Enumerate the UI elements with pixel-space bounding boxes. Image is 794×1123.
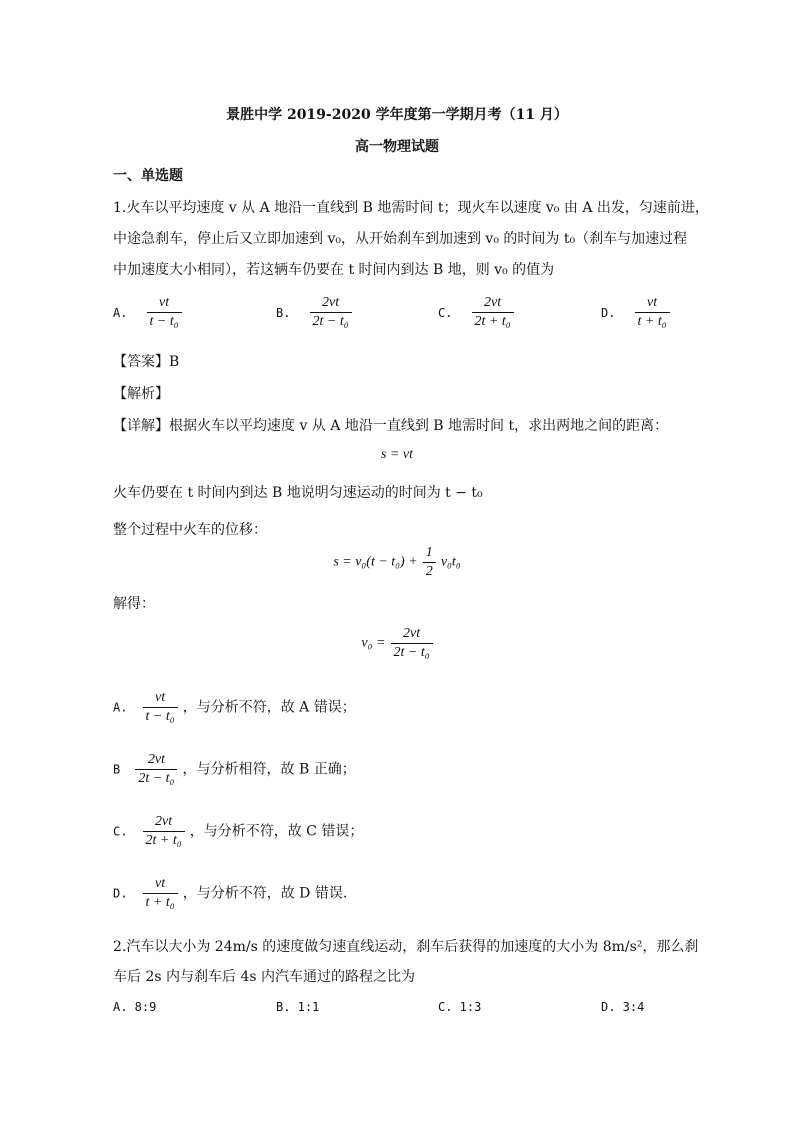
answer-line: 【答案】B <box>113 354 180 370</box>
option-d-fraction: $\frac{vt}{\text{t + t₀}}$ <box>635 295 670 330</box>
displacement-line: 整个过程中火车的位移： <box>113 522 267 538</box>
analysis-option-b: B $\frac{2vt}{\text{2t − t₀}}$ ，与分析相符，故 B 正确； <box>113 752 356 786</box>
q2-option-d: D. 3:4 <box>601 1000 645 1014</box>
q2-option-c: C. 1:3 <box>438 1000 482 1014</box>
option-b-fraction: $\frac{2vt}{\text{2t − t₀}}$ <box>310 295 352 330</box>
analysis-option-a: A. $\frac{vt}{\text{t − t₀}}$ ，与分析不符，故 A 错误； <box>113 690 356 724</box>
q1-option-b: B. $\frac{2vt}{\text{2t − t₀}}$ <box>276 295 352 330</box>
analysis-heading: 【解析】 <box>113 386 169 402</box>
equation-displacement: s = v₀(t − t₀) + $\frac{1}{2}$ v₀t₀ <box>333 545 461 579</box>
analysis-a-fraction: $\frac{vt}{\text{t − t₀}}$ <box>143 690 178 725</box>
question-1-line-2: 中途急刹车，停止后又立即加速到 v₀，从开始刹车到加速到 v₀ 的时间为 t₀（刹车与加速过程 <box>113 231 688 247</box>
question-1-line-1: 1.火车以平均速度 v 从 A 地沿一直线到 B 地需时间 t；现火车以速度 v₀ 由 A 出发，匀速前进， <box>113 200 709 216</box>
option-c-fraction: $\frac{2vt}{\text{2t + t₀}}$ <box>472 295 514 330</box>
q2-option-b: B. 1:1 <box>276 1000 320 1014</box>
page-subtitle: 高一物理试题 <box>355 139 439 155</box>
solve-line: 解得： <box>113 596 155 612</box>
analysis-c-fraction: $\frac{2vt}{\text{2t + t₀}}$ <box>143 814 185 849</box>
question-2-line-2: 车后 2s 内与刹车后 4s 内汽车通过的路程之比为 <box>113 969 415 985</box>
equation-v0: v₀ = $\frac{2vt}{\text{2t − t₀}}$ <box>0 626 794 661</box>
time-line: 火车仍要在 t 时间内到达 B 地说明匀速运动的时间为 t − t₀ <box>113 485 483 501</box>
analysis-d-fraction: $\frac{vt}{\text{t + t₀}}$ <box>143 876 178 911</box>
question-2-line-1: 2.汽车以大小为 24m/s 的速度做匀速直线运动，刹车后获得的加速度的大小为 8m/s²，那么刹 <box>113 939 699 955</box>
q1-option-a: A. $\frac{vt}{\text{t − t₀}}$ <box>113 295 182 330</box>
option-a-fraction: $\frac{vt}{\text{t − t₀}}$ <box>147 295 182 330</box>
analysis-option-c: C. $\frac{2vt}{\text{2t + t₀}}$ ，与分析不符，故 C 错误； <box>113 814 364 848</box>
analysis-option-d: D. $\frac{vt}{\text{t + t₀}}$ ，与分析不符，故 D 错误. <box>113 876 348 910</box>
section-heading: 一、单选题 <box>113 168 183 184</box>
analysis-b-fraction: $\frac{2vt}{\text{2t − t₀}}$ <box>135 752 177 787</box>
half-fraction: $\frac{1}{2}$ <box>423 545 436 580</box>
detail-line: 【详解】根据火车以平均速度 v 从 A 地沿一直线到 B 地需时间 t，求出两地之间的距离： <box>113 418 669 434</box>
page-title: 景胜中学 2019-2020 学年度第一学期月考（11 月） <box>226 107 568 123</box>
equation-s-vt: s = vt <box>381 447 413 462</box>
q1-option-d: D. $\frac{vt}{\text{t + t₀}}$ <box>601 295 670 330</box>
q2-option-a: A. 8:9 <box>113 1000 157 1014</box>
v0-fraction: $\frac{2vt}{\text{2t − t₀}}$ <box>391 626 433 661</box>
q1-option-c: C. $\frac{2vt}{\text{2t + t₀}}$ <box>438 295 514 330</box>
question-1-line-3: 中加速度大小相同），若这辆车仍要在 t 时间内到达 B 地，则 v₀ 的值为 <box>113 262 555 278</box>
